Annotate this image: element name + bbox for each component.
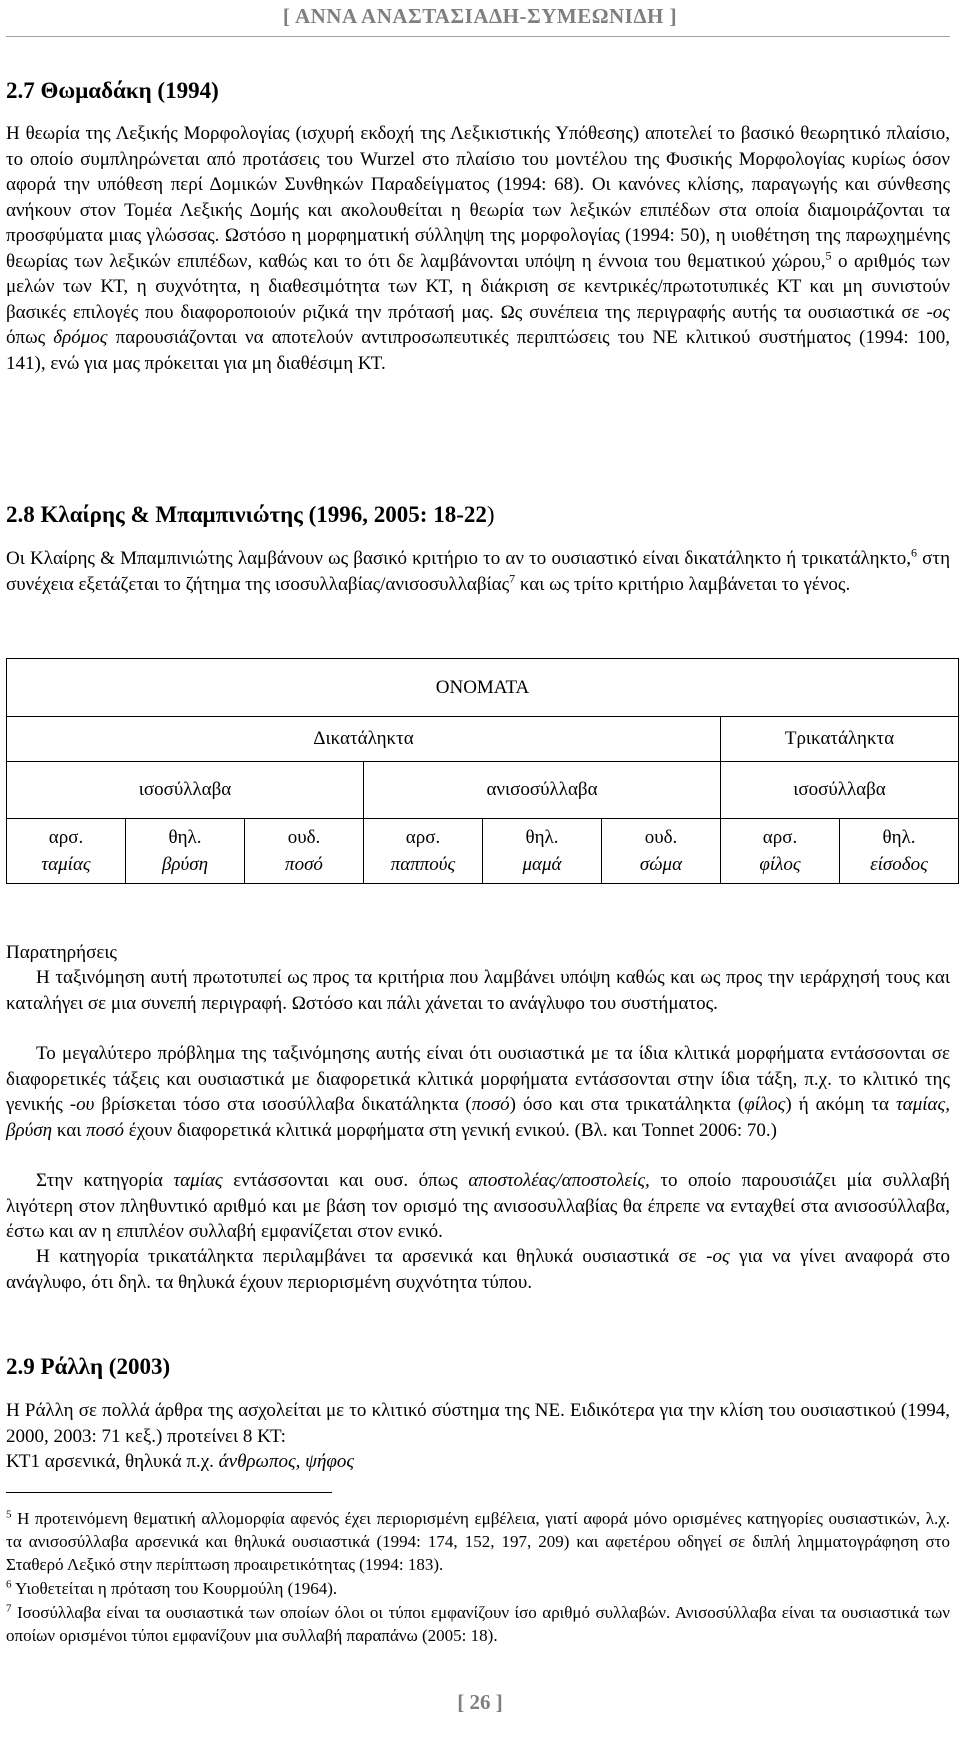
classification-table [6, 658, 959, 884]
remarks-title: Παρατηρήσεις [6, 942, 117, 963]
header-divider [6, 36, 950, 37]
running-header: [ ΑΝΝΑ ΑΝΑΣΤΑΣΙΑΔΗ-ΣΥΜΕΩΝΙΔΗ ] [282, 4, 678, 28]
table-sub-isosyllava-2: ισοσύλλαβα [721, 762, 959, 819]
table-cell: ουδ. σώμα [602, 819, 721, 884]
remarks-paragraph-3: Στην κατηγορία ταμίας εντάσσονται και ουσ. όπως αποστολέας/αποστολείς, το οποίο παρουσιάζει μία συλλαβή λιγότερη στον πληθυντικό αριθμό και με βάση τον ορισμό της ανισοσυλλαβίας θα έπρεπε να ενταχθεί στα ανισοσύλλαβα, έστω και αν η επιπλέον συλλαβή εμφανίζεται στον ενικό. [6, 1170, 950, 1242]
table-cell: θηλ. μαμά [483, 819, 602, 884]
table-cell: αρσ. φίλος [721, 819, 840, 884]
footnote-ref-7[interactable]: 7 [509, 571, 516, 586]
table-cell: αρσ. παππούς [364, 819, 483, 884]
footnote-7: $^7$ Ισοσύλλαβα είναι τα ουσιαστικά των οποίων όλοι οι τύποι εμφανίζουν ίσο αριθμό συλλαβών. Ανισοσύλλαβα είναι τα ουσιαστικά των οποίων ορισμένοι τύποι εμφανίζουν μια συλλαβή παραπάνω (2005: 18). [6, 1602, 950, 1645]
table-group-trikatalikta: Τρικατάληκτα [721, 717, 959, 762]
footnote-5: $^5$ Η προτεινόμενη θεματική αλλομορφία αφενός έχει περιορισμένη εμβέλεια, γιατί αφορά μόνο ορισμένες κατηγορίες ουσιαστικών, λ.χ. τα ανισοσύλλαβα αρσενικά και θηλυκά ουσιαστικά (1994: 174, 152, 197, 209) και αφετέρου οδηγεί σε διπλή λημματογράφηση στο Σταθερό Λεξικό στην περίπτωση προαιρετικότητας (1994: 183). [6, 1508, 950, 1574]
section-2-9-paragraph: Η Ράλλη σε πολλά άρθρα της ασχολείται με το κλιτικό σύστημα της ΝΕ. Ειδικότερα για την κλίση του ουσιαστικού (1994, 2000, 2003: 71 κεξ.) προτείνει 8 ΚΤ: [6, 1400, 950, 1447]
kt1-line: ΚΤ1 αρσενικά, θηλυκά π.χ. άνθρωπος, ψήφος [6, 1451, 355, 1472]
page-number: [ 26 ] [457, 1690, 503, 1714]
footnote-divider [6, 1492, 332, 1493]
section-2-7-paragraph: Η θεωρία της Λεξικής Μορφολογίας (ισχυρή εκδοχή της Λεξικιστικής Υπόθεσης) αποτελεί το βασικό θεωρητικό πλαίσιο, το οποίο συμπληρώνεται από προτάσεις του Wurzel στο πλαίσιο του μοντέλου της Φυσικής Μορφολογίας κυρίως όσον αφορά την υπόθεση περί Δομικών Συνθηκών Παραδείγματος (1994: 68). Οι κανόνες κλίσης, παραγωγής και σύνθεσης ανήκουν στον Τομέα Λεξικής Δομής και ακολουθείται η θεωρία των λεξικών επιπέδων στα οποία διαμοιράζονται τα προσφύματα μιας γλώσσας. Ωστόσο η μορφηματική σύλληψη της μορφολογίας (1994: 50), η υιοθέτηση της παρωχημένης θεωρίας των λεξικών επιπέδων, καθώς και το ότι δε λαμβάνονται υπόψη η έννοια του θεματικού χώρου,$^5$ ο αριθμός των μελών των ΚΤ, η συχνότητα, η διαθεσιμότητα των ΚΤ, η διάκριση σε κεντρικές/πρωτοτυπικές ΚΤ και μη συνιστούν βασικές επιλογές που διαφοροποιούν ριζικά την πρότασή μας. Ως συνέπεια της περιγραφής αυτής τα ουσιαστικά σε -ος όπως δρόμος παρουσιάζονται να αποτελούν αντιπροσωπευτικές περιπτώσεις του ΝΕ κλιτικού συστήματος (1994: 100, 141), ενώ για μας πρόκειται για μη διαθέσιμη ΚΤ. [6, 123, 951, 374]
table-cell: θηλ. βρύση [126, 819, 245, 884]
table-title: ΟΝΟΜΑΤΑ [7, 659, 959, 717]
section-heading-2-9: 2.9 Ράλλη (2003) [6, 1354, 171, 1379]
section-heading-2-7: 2.7 Θωμαδάκη (1994) [6, 78, 219, 103]
table-sub-anisosyllava: ανισοσύλλαβα [364, 762, 721, 819]
table-cell: θηλ. είσοδος [840, 819, 959, 884]
remarks-paragraph-2: Το μεγαλύτερο πρόβλημα της ταξινόμησης αυτής είναι ότι ουσιαστικά με τα ίδια κλιτικά μορφήματα εντάσσονται σε διαφορετικές τάξεις και ουσιαστικά με διαφορετικά κλιτικά μορφήματα εντάσσονται στην ίδια τάξη, π.χ. το κλιτικό της γενικής -ου βρίσκεται τόσο στα ισοσύλλαβα δικατάληκτα (ποσό) όσο και στα τρικατάληκτα (φίλος) ή ακόμη τα ταμίας, βρύση και ποσό έχουν διαφορετικά κλιτικά μορφήματα στη γενική ενικού. (Βλ. και Tonnet 2006: 70.) [6, 1043, 950, 1141]
remarks-paragraph-4: Η κατηγορία τρικατάληκτα περιλαμβάνει τα αρσενικά και θηλυκά ουσιαστικά σε -ος για να γίνει αναφορά στο ανάγλυφο, ότι δηλ. τα θηλυκά έχουν περιορισμένη συχνότητα τύπου. [6, 1246, 950, 1293]
section-heading-2-8: 2.8 Κλαίρης & Μπαμπινιώτης (1996, 2005: 18-22) [6, 502, 495, 527]
table-cell: ουδ. ποσό [245, 819, 364, 884]
table-sub-isosyllava: ισοσύλλαβα [7, 762, 364, 819]
footnote-6: $^6$ Υιοθετείται η πρόταση του Κουρμούλη (1964). [6, 1578, 338, 1598]
remarks-paragraph-1: Η ταξινόμηση αυτή πρωτοτυπεί ως προς τα κριτήρια που λαμβάνει υπόψη καθώς και ως προς την ιεράρχησή τους και καταλήγει σε μια συνεπή περιγραφή. Ωστόσο και πάλι χάνεται το ανάγλυφο του συστήματος. [6, 967, 950, 1014]
section-2-8-paragraph: Οι Κλαίρης & Μπαμπινιώτης λαμβάνουν ως βασικό κριτήριο το αν το ουσιαστικό είναι δικατάληκτο ή τρικατάληκτο,$^6$ στη συνέχεια εξετάζεται το ζήτημα της ισοσυλλαβίας/ανισοσυλλαβίας$^7$ και ως τρίτο κριτήριο λαμβάνεται το γένος. [6, 545, 950, 595]
table-cell: αρσ. ταμίας [7, 819, 126, 884]
footnote-ref-5[interactable]: 5 [825, 248, 832, 263]
table-group-dikatalikta: Δικατάληκτα [7, 717, 721, 762]
footnote-ref-6[interactable]: 6 [911, 545, 918, 560]
